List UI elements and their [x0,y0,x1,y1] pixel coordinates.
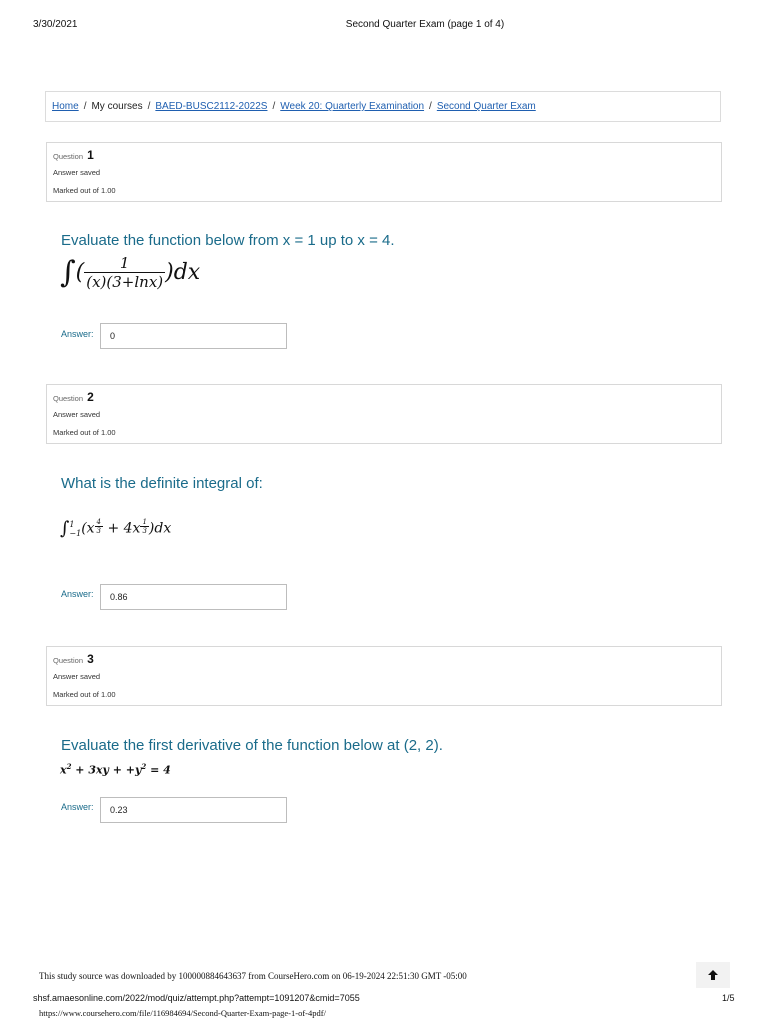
question-marks: Marked out of 1.00 [53,690,116,699]
formula-term-2: + 4x [103,520,141,537]
exponent-denominator: 3 [142,527,147,535]
answer-input[interactable]: 0.23 [100,797,287,823]
question-status: Answer saved [53,410,101,419]
question-number: 2 [87,390,94,404]
breadcrumb-exam-link[interactable]: Second Quarter Exam [436,101,536,112]
answer-input[interactable]: 0 [100,323,287,349]
question-status: Answer saved [53,168,101,177]
formula-equals: = 4 [146,763,171,777]
source-note: This study source was downloaded by 100000884643637 from CourseHero.com on 06-19-2024 22:51:30 GMT -05:00 [39,971,467,981]
arrow-up-icon [707,969,719,981]
exponent-numerator: 1 [142,518,147,526]
fraction-numerator: 1 [84,254,165,273]
breadcrumb-home-link[interactable]: Home [52,101,79,112]
question-label: Question [53,656,84,665]
question-marks: Marked out of 1.00 [53,186,116,195]
breadcrumb-separator: / [83,101,87,112]
integral-sign: ∫ [60,255,76,290]
formula-x: x [60,763,67,777]
question-2-formula [60,518,171,539]
exponent-denominator: 3 [96,527,102,535]
question-info-box [46,142,722,202]
formula-term-1: (x [81,520,95,537]
question-prompt: Evaluate the function below from x = 1 up to x = 4. [61,232,395,249]
question-prompt: Evaluate the first derivative of the function below at (2, 2). [61,737,443,754]
fraction-denominator: (x)(3+lnx) [86,273,164,291]
question-marks: Marked out of 1.00 [53,428,116,437]
question-status: Answer saved [53,672,101,681]
exponent-1-3 [140,518,148,535]
formula-open-paren: ( [75,260,85,285]
formula-middle: + 3xy + +y [71,763,142,777]
page-counter: 1/5 [722,993,735,1003]
breadcrumb-course-link[interactable]: BAED-BUSC2112-2022S [155,101,268,112]
breadcrumb-separator: / [429,101,432,112]
exponent-2: 2 [66,762,72,771]
exponent-2: 2 [141,762,147,771]
question-number: 3 [87,652,94,666]
page-url: shsf.amaesonline.com/2022/mod/quiz/attempt.php?attempt=1091207&cmid=7055 [33,993,360,1003]
integral-upper-limit: 1 [69,519,75,529]
answer-label: Answer: [61,329,94,339]
question-1-formula [60,254,200,291]
answer-input[interactable]: 0.86 [100,584,287,610]
breadcrumb-separator: / [147,101,151,112]
formula-close-dx: )dx [165,260,201,285]
question-number: 1 [87,148,94,162]
breadcrumb [45,91,721,122]
print-title: Second Quarter Exam (page 1 of 4) [345,19,505,30]
breadcrumb-my-courses: My courses [91,101,143,112]
answer-label: Answer: [61,589,94,599]
formula-close-dx: )dx [148,520,172,537]
breadcrumb-week-link[interactable]: Week 20: Quarterly Examination [280,101,425,112]
integral-lower-limit: −1 [69,528,82,538]
question-3-formula [60,762,171,777]
integral-sign: ∫ [60,518,70,539]
answer-label: Answer: [61,802,94,812]
breadcrumb-separator: / [272,101,276,112]
coursehero-url: https://www.coursehero.com/file/116984694/Second-Quarter-Exam-page-1-of-4pdf/ [39,1008,326,1018]
print-date: 3/30/2021 [33,19,78,30]
exponent-numerator: 4 [96,518,102,526]
question-info-box [46,646,722,706]
scroll-top-button[interactable] [696,962,730,988]
question-label: Question [53,394,84,403]
question-info-box [46,384,722,444]
question-prompt: What is the definite integral of: [61,475,263,492]
formula-fraction [84,254,165,291]
question-label: Question [53,152,84,161]
exponent-4-3 [95,518,103,535]
